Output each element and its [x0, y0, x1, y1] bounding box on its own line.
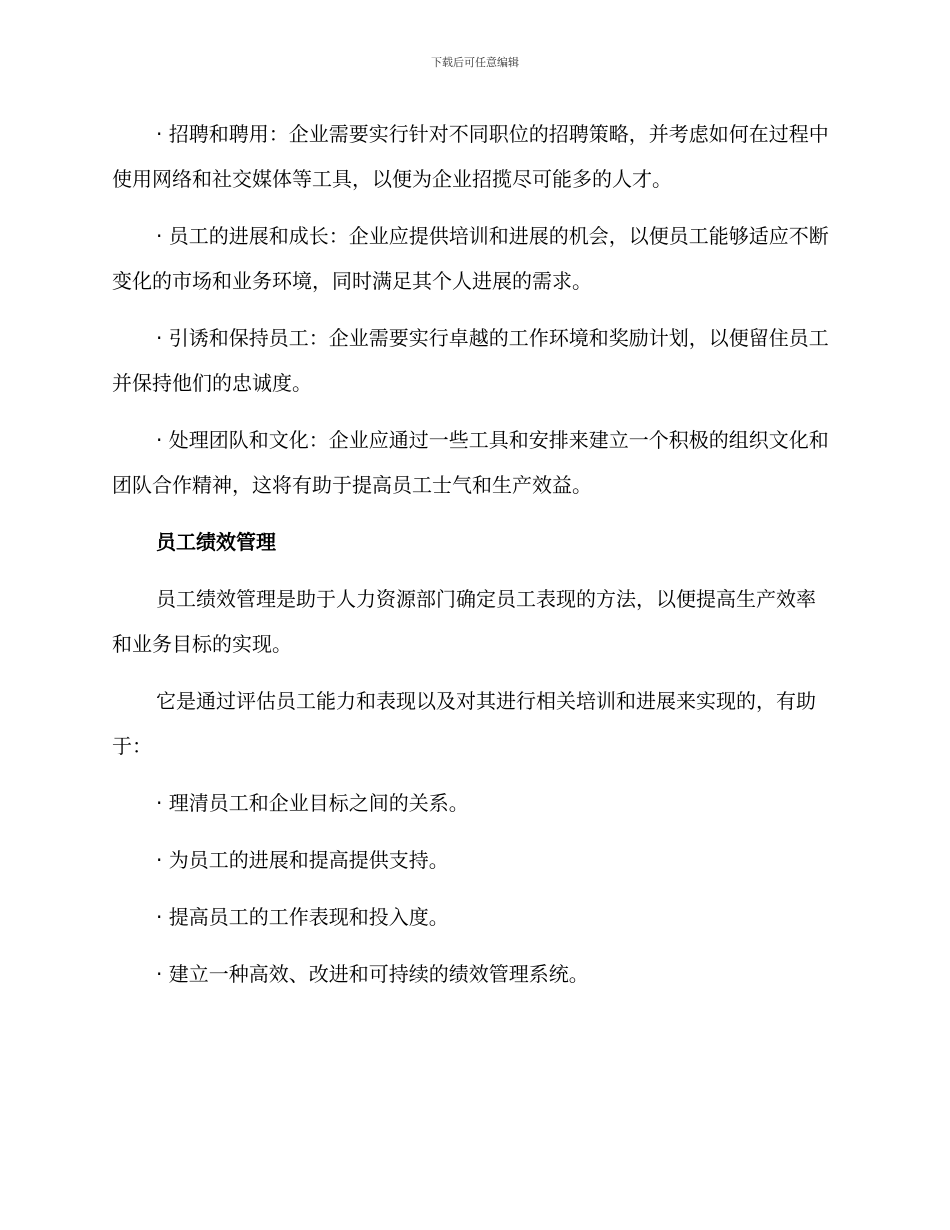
list-item: · 为员工的进展和提高提供支持。 — [156, 848, 449, 872]
paragraph-employee-growth: · 员工的进展和成长：企业应提供培训和进展的机会，以便员工能够适应不断变化的市场和业务环境，同时满足其个人进展的需求。 — [112, 224, 829, 293]
page-header-note: 下载后可任意编辑 — [431, 56, 519, 69]
paragraph-performance-method: 它是通过评估员工能力和表现以及对其进行相关培训和进展来实现的，有助于： — [112, 689, 816, 758]
list-item: · 理清员工和企业目标之间的关系。 — [156, 791, 469, 815]
list-item: · 提高员工的工作表现和投入度。 — [156, 905, 449, 929]
document-body — [112, 112, 832, 1009]
paragraph-performance-intro: 员工绩效管理是助于人力资源部门确定员工表现的方法，以便提高生产效率和业务目标的实现。 — [112, 587, 816, 656]
paragraph-team-culture: · 处理团队和文化：企业应通过一些工具和安排来建立一个积极的组织文化和团队合作精神，这将有助于提高员工士气和生产效益。 — [112, 428, 829, 497]
paragraph-recruitment: · 招聘和聘用：企业需要实行针对不同职位的招聘策略，并考虑如何在过程中使用网络和社交媒体等工具，以便为企业招揽尽可能多的人才。 — [112, 122, 829, 191]
list-item: · 建立一种高效、改进和可持续的绩效管理系统。 — [156, 962, 589, 986]
section-heading: 员工绩效管理 — [156, 530, 276, 554]
paragraph-retention: · 引诱和保持员工：企业需要实行卓越的工作环境和奖励计划，以便留住员工并保持他们的忠诚度。 — [112, 326, 829, 395]
